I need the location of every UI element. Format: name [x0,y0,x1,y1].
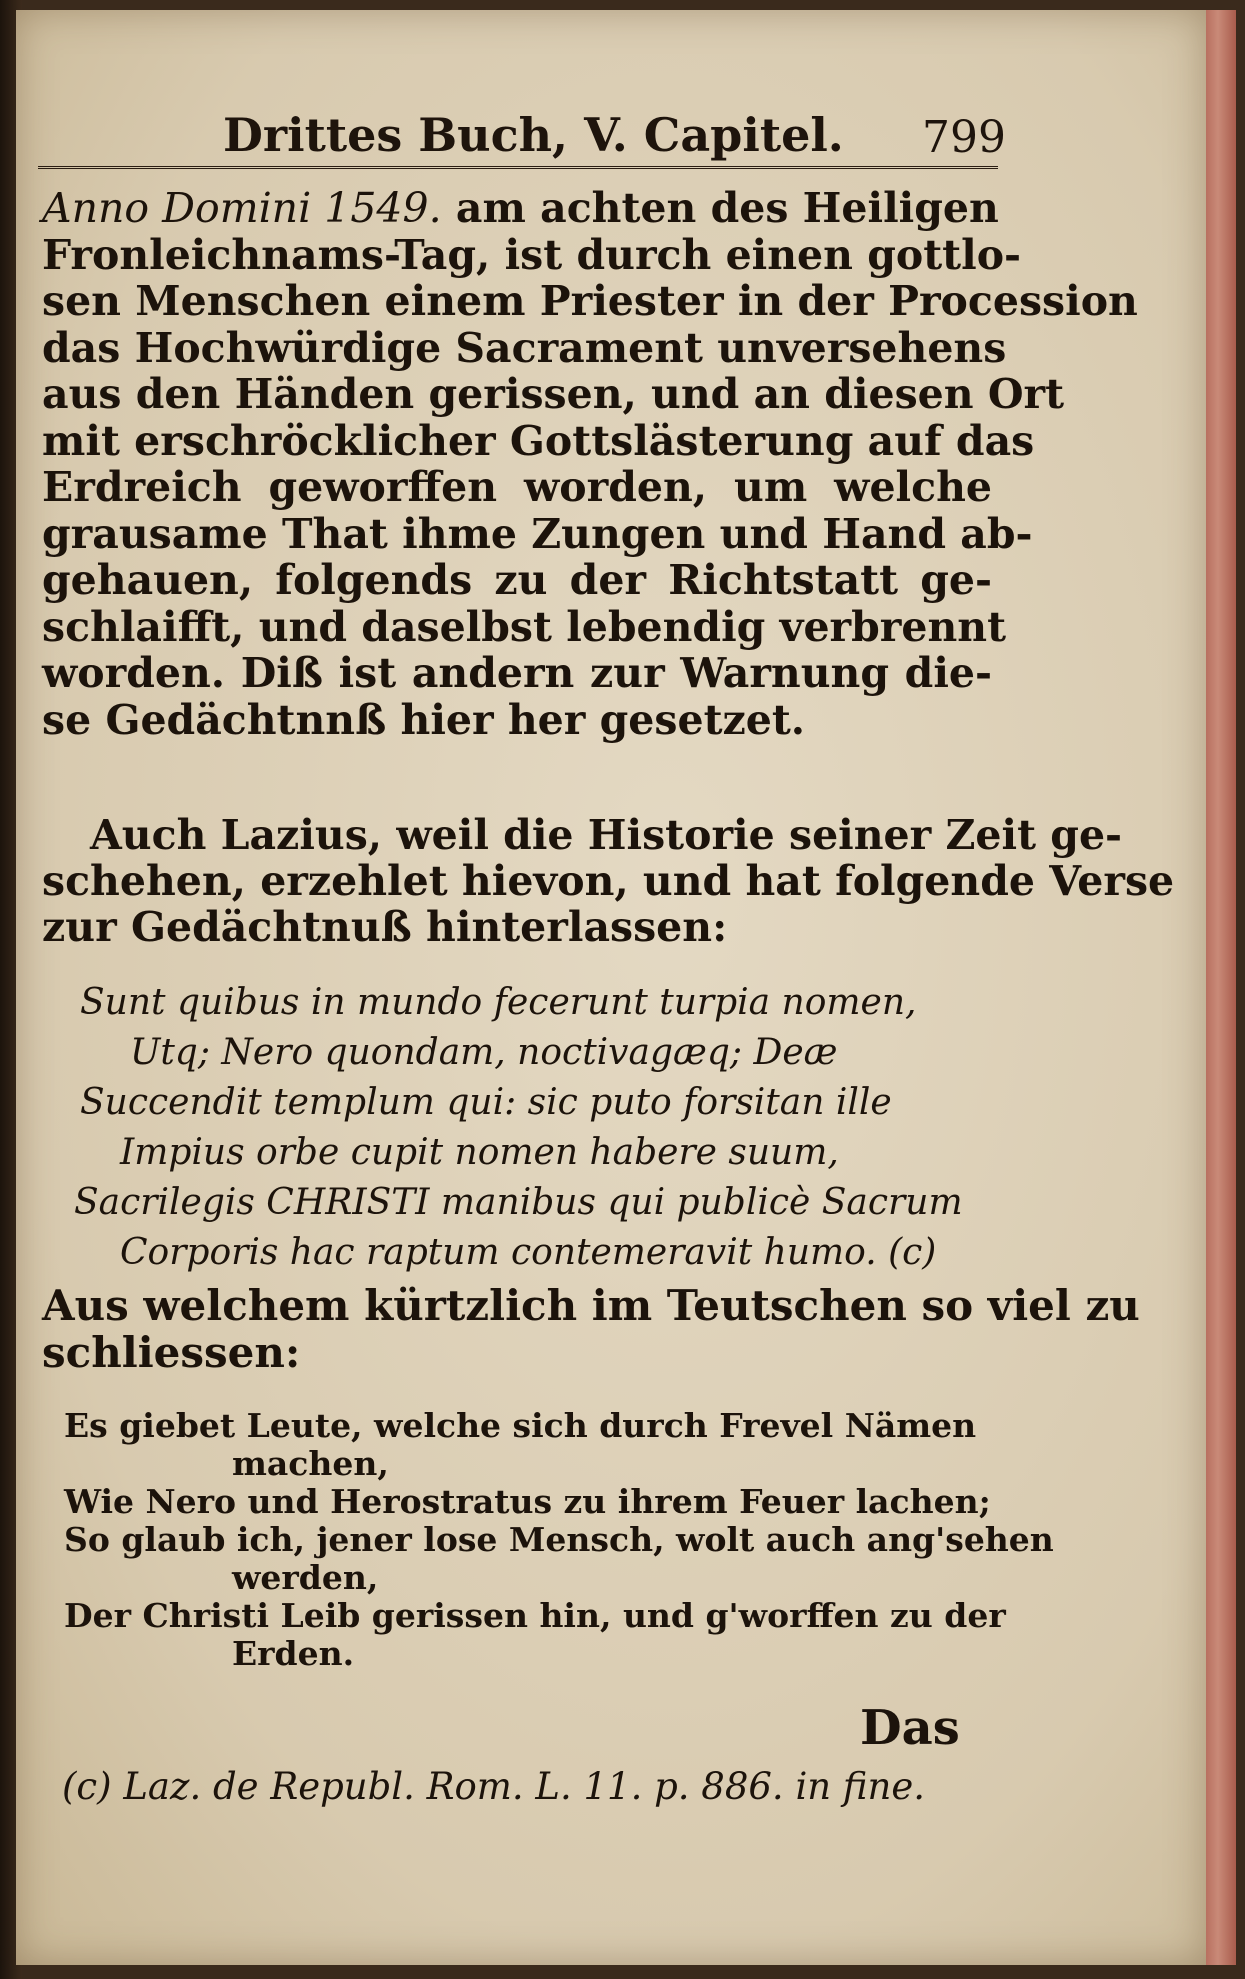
text-line: se Gedächtnnß hier her gesetzet. [42,695,806,744]
text-line: Erdreich geworffen worden, um welche [42,463,992,511]
verse-line: Utq; Nero quondam, noctivagæq; Deæ [130,1032,838,1073]
verse-line: machen, [232,1444,389,1483]
verse-line: Succendit templum qui: sic puto forsitan ille [80,1082,892,1123]
date-intro: Anno Domini 1549. [42,184,442,232]
catchword: Das [860,1700,960,1756]
verse-line: Wie Nero und Herostratus zu ihrem Feuer lachen; [64,1482,991,1521]
verse-line: Sacrilegis CHRISTI manibus qui publicè Sacrum [74,1182,963,1223]
text-line: Fronleichnams-Tag, ist durch einen gottlo- [42,230,1022,279]
verse-line: Corporis hac raptum contemeravit humo. (c) [120,1232,937,1273]
verse-line: Erden. [232,1634,355,1673]
running-title: Drittes Buch, V. Capitel. [223,108,844,162]
page-header [38,108,1006,168]
text-line: Aus welchem kürtzlich im Teutschen so viel zu [42,1281,1140,1330]
page-edge [1206,10,1236,1965]
text-line: schehen, erzehlet hievon, und hat folgende Verse [42,857,1175,905]
latin-verse [42,978,992,1278]
text-line: Anno Domini 1549. am achten des Heiligen [42,184,999,232]
lazius-paragraph [42,811,1175,951]
text-line: worden. Diß ist andern zur Warnung die- [42,649,992,697]
german-verse [42,1406,1054,1673]
text-line: schlaifft, und daselbst lebendig verbrennt [42,602,1007,651]
footnote: (c) Laz. de Republ. Rom. L. 11. p. 886. in fine. [62,1765,926,1808]
text-line: sen Menschen einem Priester in der Procession [42,277,1138,325]
verse-line: Es giebet Leute, welche sich durch Frevel Nämen [64,1406,977,1445]
text-line: Auch Lazius, weil die Historie seiner Zeit ge- [90,811,1123,859]
verse-line: So glaub ich, jener lose Mensch, wolt auch ang'sehen [64,1520,1054,1559]
text-line: das Hochwürdige Sacrament unversehens [42,323,1007,372]
text-line: zur Gedächtnuß hinterlassen: [42,903,728,951]
german-intro-paragraph [42,1281,1140,1377]
header-rule [38,166,998,169]
main-paragraph [42,184,1138,744]
text-line: grausame That ihme Zungen und Hand ab- [42,509,1033,558]
page-number: 799 [922,112,1006,163]
text-line: aus den Händen gerissen, und an diesen Ort [42,370,1065,418]
text-line: gehauen, folgends zu der Richtstatt ge- [42,556,992,604]
verse-line: Der Christi Leib gerissen hin, und g'worffen zu der [64,1596,1006,1635]
verse-line: Sunt quibus in mundo fecerunt turpia nomen, [80,982,917,1023]
text-line: schliessen: [42,1328,301,1377]
verse-line: Impius orbe cupit nomen habere suum, [120,1132,839,1173]
verse-line: werden, [232,1558,379,1597]
text-line: mit erschröcklicher Gottslästerung auf das [42,416,1035,465]
